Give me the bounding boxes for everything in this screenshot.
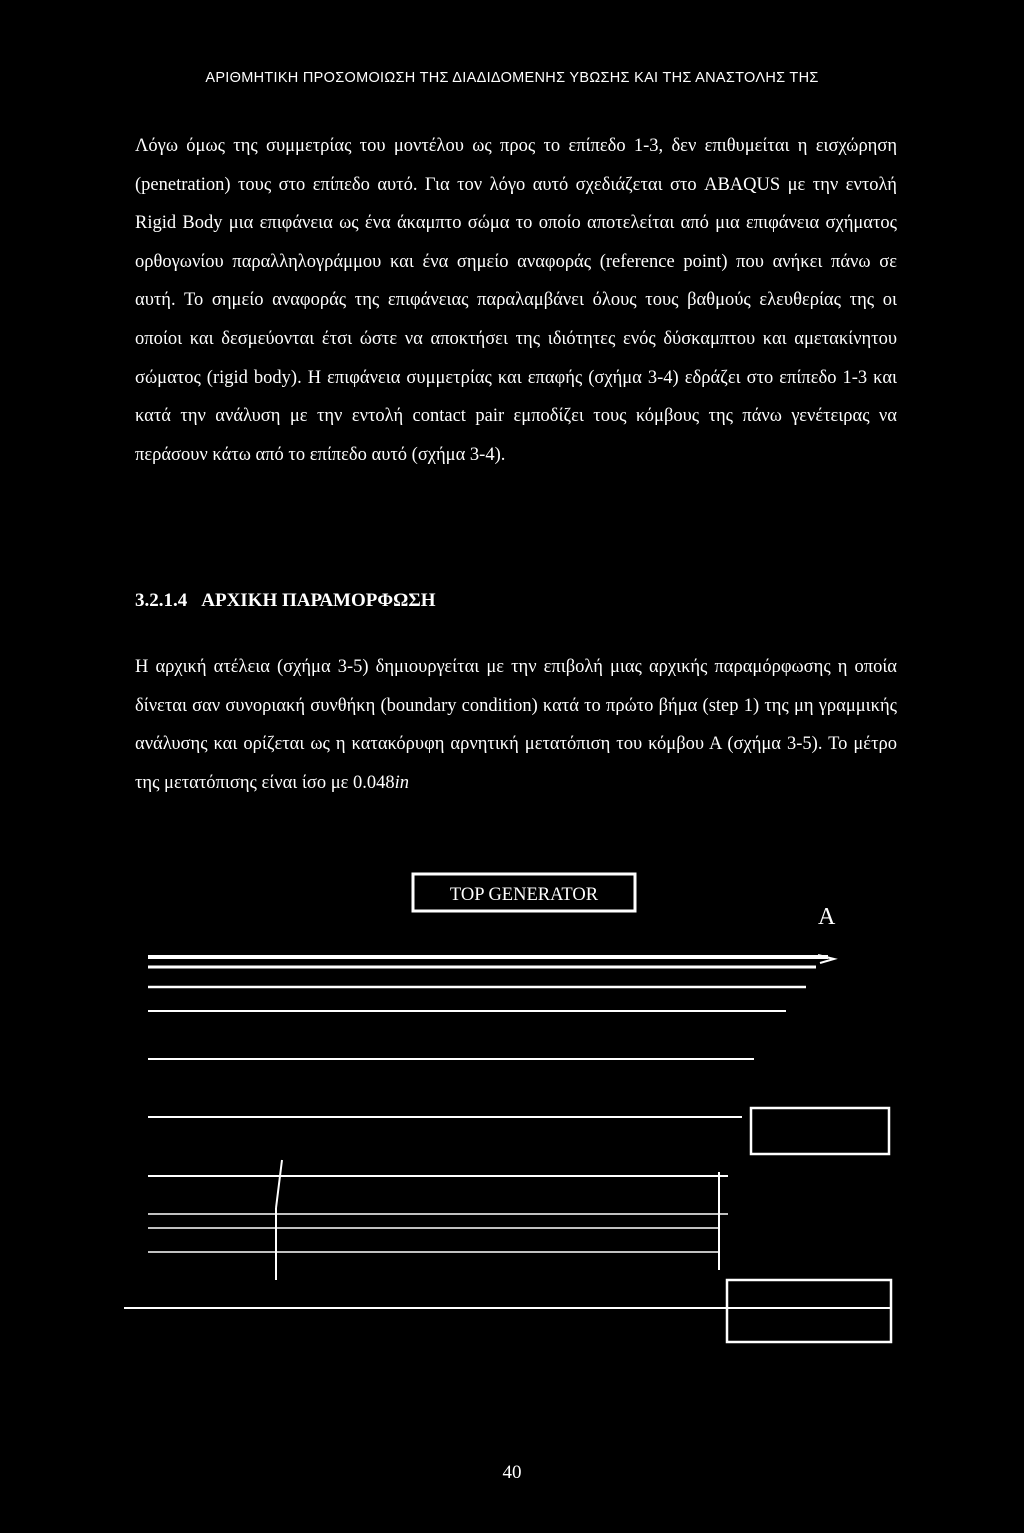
rigid-surface-rect-lower xyxy=(727,1280,891,1342)
running-header: ΑΡΙΘΜΗΤΙΚΗ ΠΡΟΣΟΜΟΙΩΣΗ ΤΗΣ ΔΙΑΔΙΔΟΜΕΝΗΣ ΥΒΩΣΗΣ ΚΑΙ ΤΗΣ ΑΝΑΣΤΟΛΗΣ ΤΗΣ xyxy=(205,70,819,86)
section-title: ΑΡΧΙΚΗ ΠΑΡΑΜΟΡΦΩΣΗ xyxy=(201,590,436,611)
top-generator-label: TOP GENERATOR xyxy=(449,885,599,905)
rigid-surface-rect-upper xyxy=(751,1108,889,1154)
node-a-label: A xyxy=(818,904,836,930)
page-number: 40 xyxy=(502,1462,522,1483)
unit-inch: in xyxy=(394,772,410,793)
figure-drawing xyxy=(0,860,1024,1380)
figure-initial-deformation xyxy=(0,860,1024,1380)
vertical-line-left xyxy=(276,1160,282,1208)
paragraph-initial-deformation-text: Η αρχική ατέλεια (σχήμα 3-5) δημιουργείται με την επιβολή μιας αρχικής παραμόρφωσης η οποία δίνεται σαν συνοριακή συνθήκη (boundary condition) κατά το πρώτο βήμα (step 1) της μη γραμμικής ανάλυσης και ορίζεται ως η κατακόρυφη αρνητική μετατόπιση του κόμβου Α (σχήμα 3-5). Το μέτρο της μετατόπισης είναι ίσο με 0.048 xyxy=(135,657,897,793)
paragraph-rigid-body: Λόγω όμως της συμμετρίας του μοντέλου ως προς το επίπεδο 1-3, δεν επιθυμείται η εισχώρηση (penetration) τους στο επίπεδο αυτό. Για τον λόγο αυτό σχεδιάζεται στο ABAQUS με την εντολή Rigid Body μια επιφάνεια ως ένα άκαμπτο σώμα το οποίο αποτελείται από μια επιφάνεια σχήματος ορθογωνίου παραλληλογράμμου και ένα σημείο αναφοράς (reference point) που ανήκει πάνω σε αυτή. Το σημείο αναφοράς της επιφάνειας παραλαμβάνει όλους τους βαθμούς ελευθερίας της οι οποίοι και δεσμεύονται έτσι ώστε να αποκτήσει της ιδιότητες ενός δύσκαμπτου και αμετακίνητου σώματος (rigid body). Η επιφάνεια συμμετρίας και επαφής (σχήμα 3-4) εδράζει στο επίπεδο 1-3 και κατά την ανάλυση με την εντολή contact pair εμποδίζει τους κόμβους της πάνω γενέτειρας να περάσουν κάτω από το επίπεδο αυτό (σχήμα 3-4). xyxy=(135,136,897,465)
paragraph-initial-deformation xyxy=(135,648,897,802)
section-heading xyxy=(135,590,436,612)
section-number: 3.2.1.4 xyxy=(135,590,188,611)
